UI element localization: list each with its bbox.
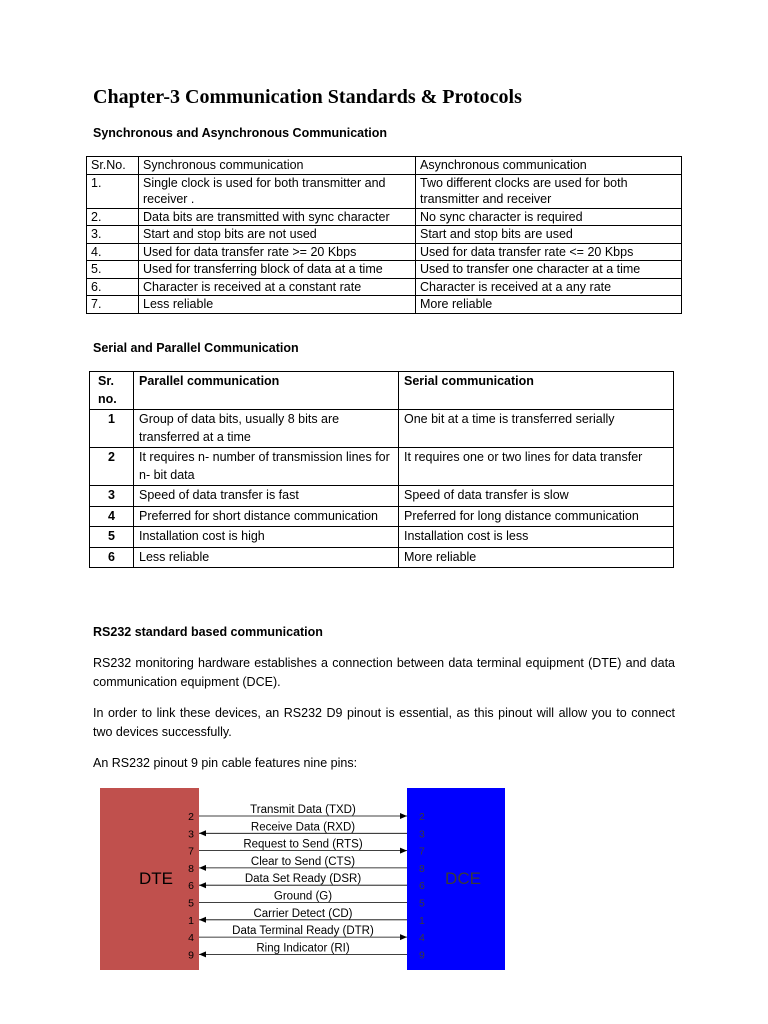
table-cell: Installation cost is less — [399, 527, 674, 548]
table-cell: More reliable — [416, 296, 682, 314]
table-cell: 7. — [87, 296, 139, 314]
dte-pin-number: 4 — [188, 932, 194, 945]
signal-row — [188, 839, 425, 858]
signal-label: Data Terminal Ready (DTR) — [232, 925, 374, 938]
table-cell: Two different clocks are used for both transmitter and receiver — [416, 174, 682, 208]
header-cell: Serial communication — [399, 372, 674, 410]
table-row — [90, 410, 674, 448]
dce-pin-number: 3 — [419, 828, 425, 841]
table-row — [87, 243, 682, 261]
sync-section-heading: Synchronous and Asynchronous Communication — [93, 126, 388, 140]
table-cell: No sync character is required — [416, 208, 682, 226]
dte-label: DTE — [139, 869, 173, 888]
dce-label: DCE — [445, 869, 481, 888]
serial-parallel-table — [89, 371, 674, 568]
signal-row — [188, 804, 425, 823]
dce-pin-number: 8 — [419, 862, 425, 875]
header-cell: Sr.No. — [87, 157, 139, 175]
table-row — [87, 296, 682, 314]
signal-row — [188, 873, 425, 892]
signal-label: Transmit Data (TXD) — [250, 804, 356, 816]
signal-row — [188, 942, 425, 961]
page-title: Chapter-3 Communication Standards & Protocols — [93, 86, 522, 108]
table-cell: 1. — [87, 174, 139, 208]
table-row — [87, 278, 682, 296]
table-cell: It requires n- number of transmission lines for n- bit data — [134, 448, 399, 486]
table-cell: Preferred for long distance communication — [399, 506, 674, 527]
table-cell: Used for data transfer rate >= 20 Kbps — [139, 243, 416, 261]
paragraph: In order to link these devices, an RS232 D9 pinout is essential, as this pinout will allow you to connect two devices successfully. — [93, 706, 675, 739]
table-row — [87, 226, 682, 244]
rs232-section-heading: RS232 standard based communication — [93, 625, 323, 639]
paragraph: RS232 monitoring hardware establishes a connection between data terminal equipment (DTE) and data communication equipment (DCE). — [93, 656, 675, 689]
signal-label: Data Set Ready (DSR) — [244, 873, 362, 886]
table-cell: 5. — [87, 261, 139, 279]
dte-pin-number: 5 — [188, 897, 194, 910]
table-cell: Character is received at a constant rate — [139, 278, 416, 296]
signal-row — [188, 856, 425, 875]
table-row — [90, 486, 674, 507]
table-cell: 4. — [87, 243, 139, 261]
table-cell: 3. — [87, 226, 139, 244]
sync-async-table — [86, 156, 682, 314]
dte-pin-number: 9 — [188, 949, 194, 962]
table-cell: 5 — [90, 527, 134, 548]
table-cell: More reliable — [399, 547, 674, 568]
table-row — [90, 506, 674, 527]
table-cell: Single clock is used for both transmitter and receiver . — [139, 174, 416, 208]
table-cell: 6 — [90, 547, 134, 568]
signal-label: Ground (G) — [273, 890, 333, 903]
signal-label: Receive Data (RXD) — [250, 821, 356, 834]
rs232-pinout-diagram — [98, 786, 508, 972]
table-row — [90, 547, 674, 568]
table-header-row — [90, 372, 674, 410]
table-cell: Data bits are transmitted with sync character — [139, 208, 416, 226]
table-cell: Preferred for short distance communication — [134, 506, 399, 527]
table-cell: 1 — [90, 410, 134, 448]
dte-pin-number: 7 — [188, 845, 194, 858]
table-cell: Less reliable — [139, 296, 416, 314]
table-cell: 4 — [90, 506, 134, 527]
table-header-row — [87, 157, 682, 175]
table-cell: Used for data transfer rate <= 20 Kbps — [416, 243, 682, 261]
table-cell: Start and stop bits are used — [416, 226, 682, 244]
signal-label: Clear to Send (CTS) — [250, 855, 356, 868]
signal-row — [188, 891, 425, 910]
table-cell: Start and stop bits are not used — [139, 226, 416, 244]
dce-pin-number: 1 — [419, 914, 425, 927]
dte-pin-number: 6 — [188, 880, 194, 893]
table-cell: Speed of data transfer is slow — [399, 486, 674, 507]
dce-pin-number: 2 — [419, 811, 425, 823]
table-cell: Speed of data transfer is fast — [134, 486, 399, 507]
header-cell: Asynchronous communication — [416, 157, 682, 175]
table-cell: Installation cost is high — [134, 527, 399, 548]
signal-row — [188, 908, 425, 927]
signal-label: Request to Send (RTS) — [243, 838, 363, 851]
table-row — [87, 208, 682, 226]
table-cell: Used to transfer one character at a time — [416, 261, 682, 279]
header-cell: Parallel communication — [134, 372, 399, 410]
table-cell: Character is received at a any rate — [416, 278, 682, 296]
dce-pin-number: 9 — [419, 949, 425, 962]
table-row — [87, 261, 682, 279]
table-cell: 6. — [87, 278, 139, 296]
dce-pin-number: 4 — [419, 932, 425, 945]
table-cell: Used for transferring block of data at a time — [139, 261, 416, 279]
paragraph: An RS232 pinout 9 pin cable features nine pins: — [93, 756, 358, 770]
signal-row — [188, 925, 425, 944]
table-cell: Less reliable — [134, 547, 399, 568]
table-cell: One bit at a time is transferred serially — [399, 410, 674, 448]
signal-label: Carrier Detect (CD) — [253, 907, 353, 920]
table-row — [90, 527, 674, 548]
header-cell: Synchronous communication — [139, 157, 416, 175]
table-cell: 2 — [90, 448, 134, 486]
table-row — [90, 448, 674, 486]
table-cell: 2. — [87, 208, 139, 226]
dce-pin-number: 7 — [419, 845, 425, 858]
dte-pin-number: 2 — [188, 811, 194, 823]
signal-label: Ring Indicator (RI) — [256, 942, 350, 955]
signal-row — [188, 821, 425, 840]
dte-pin-number: 8 — [188, 862, 194, 875]
table-row — [87, 174, 682, 208]
serial-section-heading: Serial and Parallel Communication — [93, 341, 299, 355]
table-cell: It requires one or two lines for data transfer — [399, 448, 674, 486]
dce-pin-number: 5 — [419, 897, 425, 910]
header-cell: Sr. no. — [90, 372, 134, 410]
table-cell: 3 — [90, 486, 134, 507]
dte-pin-number: 3 — [188, 828, 194, 841]
dte-pin-number: 1 — [188, 914, 194, 927]
table-cell: Group of data bits, usually 8 bits are transferred at a time — [134, 410, 399, 448]
dce-pin-number: 6 — [419, 880, 425, 893]
